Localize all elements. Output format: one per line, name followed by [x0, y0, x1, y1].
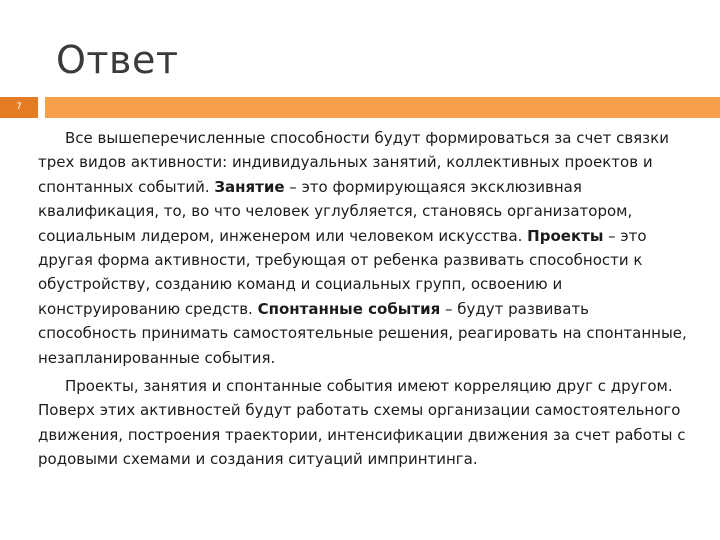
paragraph-1-text-2: – это формирующаяся эксклюзивная квалификация, то, во что человек углубляется, становясь организатором, социальным лидером, инженером или человеком искусства. — [38, 177, 633, 245]
paragraph-1 — [38, 126, 688, 370]
slide-title: Ответ — [56, 38, 179, 82]
paragraph-2: Проекты, занятия и спонтанные события имеют корреляцию друг с другом. Поверх этих активностей будут работать схемы организации самостоятельного движения, построения траектории, интенсификации движения за счет работы с родовыми схемами и создания ситуаций импринтинга. — [38, 377, 686, 469]
slide-number: 7 — [0, 97, 38, 118]
paragraph-1-text-1: Все вышеперечисленные способности будут формироваться за счет связки трех видов активности: индивидуальных занятий, коллективных проектов и спонтанных событий. — [38, 129, 669, 196]
paragraph-1-text-3: – это другая форма активности, требующая от ребенка развивать способности к обустройству, созданию команд и социальных групп, освоению и конструированию средств. — [38, 226, 647, 318]
paragraph-1-text-4: – будут развивать способность принимать самостоятельные решения, реагировать на спонтанные, незапланированные события. — [38, 299, 687, 367]
term-spontaneous-events: Спонтанные события — [257, 299, 441, 318]
term-projects: Проекты — [527, 226, 604, 245]
accent-bar — [45, 97, 720, 118]
term-lesson: Занятие — [214, 177, 285, 196]
slide-body — [38, 126, 688, 472]
